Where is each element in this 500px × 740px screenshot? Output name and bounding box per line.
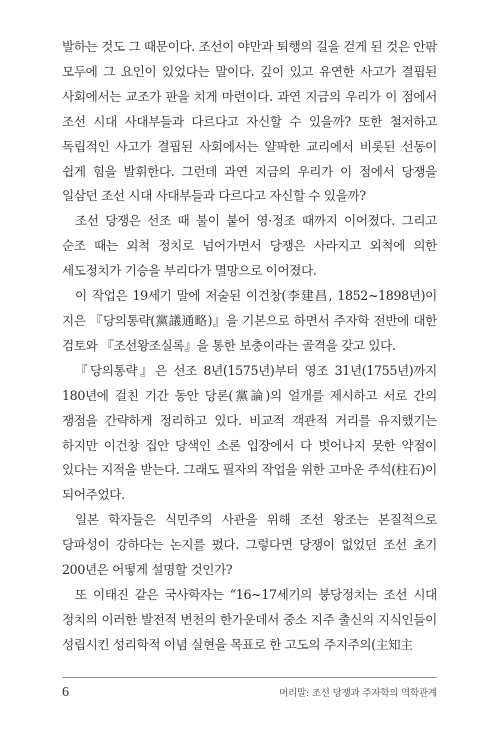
paragraph: 『당의통략』은 선조 8년(1575년)부터 영조 31년(1755년)까지 180년에 걸친 기간 동안 당론(黨論)의 얼개를 제시하고 서로 간의 쟁점을 간략하게 정리하고 있다. 비교적 객관적 거리를 유지했기는 하지만 이건창 집안 당색인 소론 입장에서 다 벗어나지 못한 약점이 있다는 지적을 받는다. 그래도 필자의 작업을 위한 고마운 주석(柱石)이 되어주었다.: [62, 362, 437, 503]
paragraph: 조선 당쟁은 선조 때 불이 붙어 영·정조 때까지 이어졌다. 그리고 순조 때는 외척 정치로 넘어가면서 당쟁은 사라지고 외척에 의한 세도정치가 기승을 부리다가 멸망으로 이어졌다.: [62, 213, 437, 279]
paragraph: 또 이태진 같은 국사학자는 “16~17세기의 붕당정치는 조선 시대 정치의 이러한 발전적 변천의 한가운데서 중소 지주 출신의 지식인들이 성립시킨 성리학적 이념 실현을 목표로 한 고도의 주지주의(主知主: [62, 586, 437, 652]
paragraph: 발하는 것도 그 때문이다. 조선이 야만과 퇴행의 길을 걷게 된 것은 안팎 모두에 그 요인이 있었다는 말이다. 깊이 있고 유연한 사고가 결핍된 사회에서는 교조가 판을 치게 마련이다. 과연 지금의 우리가 이 점에서 조선 시대 사대부들과 다르다고 자신할 수 있을까? 또한 철저하고 독립적인 사고가 결핍된 사회에서는 얄팍한 교리에서 비롯된 선동이 쉽게 힘을 발휘한다. 그런데 과연 지금의 우리가 이 점에서 당쟁을 일삼던 조선 시대 사대부들과 다르다고 자신할 수 있을까?: [62, 39, 437, 204]
paragraph: 일본 학자들은 식민주의 사관을 위해 조선 왕조는 본질적으로 당파성이 강하다는 논지를 폈다. 그렇다면 당쟁이 없었던 조선 초기 200년은 어떻게 설명할 것인가?: [62, 512, 437, 578]
page-number: 6: [62, 685, 69, 700]
running-header: 머리말: 조선 당쟁과 주자학의 역학관계: [279, 688, 437, 699]
footer-divider: [62, 677, 437, 678]
paragraph: 이 작업은 19세기 말에 저술된 이건창(李建昌, 1852~1898년)이 지은 『당의통략(黨議通略)』을 기본으로 하면서 주자학 전반에 대한 검토와 『조선왕조실록』을 통한 보충이라는 골격을 갖고 있다.: [62, 288, 437, 353]
body-text: [62, 35, 437, 658]
